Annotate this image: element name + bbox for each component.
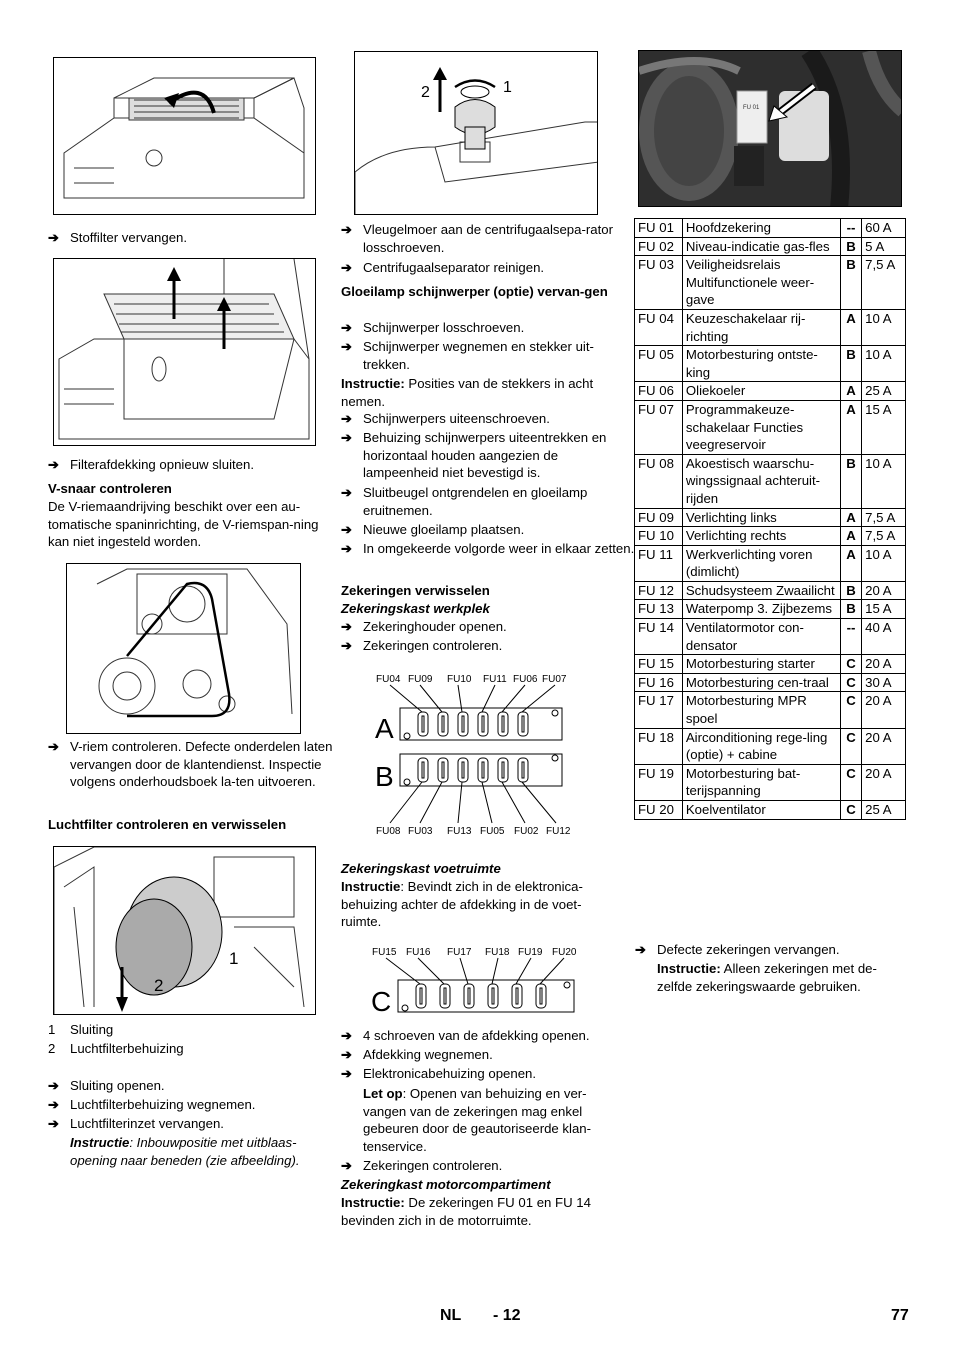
arrow-right-icon: ➔ (48, 457, 60, 472)
fuse-description: Koelventilator (682, 801, 840, 820)
arrow-right-icon: ➔ (48, 1078, 60, 1093)
fuse-code: FU 18 (635, 728, 683, 764)
fuse-rating: 20 A (862, 581, 906, 600)
fuse-row (635, 346, 906, 382)
fuse-group: B (840, 600, 861, 619)
fuse-row (635, 673, 906, 692)
fuse-group: B (840, 454, 861, 508)
fuse-group: A (840, 527, 861, 546)
fuse-rating: 7,5 A (862, 508, 906, 527)
fuse-box-ab-diagram (370, 668, 570, 840)
fuse-label: FU15 (372, 947, 397, 958)
fuse-code: FU 13 (635, 600, 683, 619)
fuse-label: FU19 (518, 947, 543, 958)
fuse-row (635, 692, 906, 728)
arrow-right-icon: ➔ (48, 230, 60, 245)
vsnaar-paragraph: De V-riemaandrijving beschikt over een au-tomatische spaninrichting, de V-riemspan-ning kan niet ingesteld worden. (48, 499, 319, 550)
instruction-note: Instructie: Alleen zekeringen met de-zelfde zekeringswaarde gebruiken. (657, 961, 877, 994)
arrow-right-icon: ➔ (341, 1028, 353, 1043)
fuse-description: Waterpomp 3. Zijbezems (682, 600, 840, 619)
arrow-right-icon: ➔ (341, 411, 353, 426)
step-replace-insert: ➔ Luchtfilterinzet vervangen. (48, 1116, 224, 1131)
fuse-rating: 25 A (862, 801, 906, 820)
fuse-description: Keuzeschakelaar rij-richting (682, 309, 840, 345)
fuse-description: Motorbesturing cen-traal (682, 673, 840, 692)
fuse-rating: 20 A (862, 655, 906, 674)
fuse-description: Oliekoeler (682, 382, 840, 401)
fuse-rating: 25 A (862, 382, 906, 401)
fuse-description: Motorbesturing bat-terijspanning (682, 764, 840, 800)
fuse-code: FU 14 (635, 619, 683, 655)
arrow-right-icon: ➔ (341, 339, 353, 354)
fuse-label: FU18 (485, 947, 510, 958)
fuse-code: FU 05 (635, 346, 683, 382)
filter-cover-figure (53, 258, 316, 446)
step-clean-separator: ➔ Centrifugaalseparator reinigen. (341, 260, 545, 275)
fuse-rating: 10 A (862, 346, 906, 382)
fuse-description: Werkverlichting voren (dimlicht) (682, 545, 840, 581)
fuse-label: FU20 (552, 947, 577, 958)
arrow-right-icon: ➔ (341, 638, 353, 653)
fuse-label: FU17 (447, 947, 472, 958)
fuse-group: -- (840, 619, 861, 655)
fuse-code: FU 06 (635, 382, 683, 401)
fuse-code: FU 17 (635, 692, 683, 728)
fuse-label-text: FU 01 (743, 105, 760, 111)
legend-item: 2 (48, 1041, 56, 1056)
fuse-code: FU 16 (635, 673, 683, 692)
fuse-code: FU 04 (635, 309, 683, 345)
fuse-group: A (840, 400, 861, 454)
fuse-description: Verlichting rechts (682, 527, 840, 546)
fuse-rating: 5 A (862, 237, 906, 256)
fuse-rating: 7,5 A (862, 256, 906, 310)
fuse-row (635, 527, 906, 546)
fuse-label: FU06 (513, 674, 538, 685)
fuse-code: FU 20 (635, 801, 683, 820)
step-check-fuses: ➔ Zekeringen controleren. (341, 638, 503, 653)
fuse-group: -- (840, 219, 861, 238)
fuse-row (635, 801, 906, 820)
step-close-filter-cover: ➔ Filterafdekking opnieuw sluiten. (48, 457, 254, 472)
fuse-group: C (840, 728, 861, 764)
fuse-description: Airconditioning rege-ling (optie) + cabine (682, 728, 840, 764)
fuse-box-c-diagram (368, 942, 578, 1018)
step-open-electronics-housing: ➔ Elektronicabehuizing openen. (341, 1066, 537, 1081)
arrow-right-icon: ➔ (48, 1097, 60, 1112)
fuse-row (635, 508, 906, 527)
instruction-note: Instructie: Bevindt zich in de elektronica-behuizing achter de afdekking in de voet-ruimte. (341, 879, 583, 930)
fuse-row (635, 382, 906, 401)
fuse-group: B (840, 237, 861, 256)
step-open-closure: ➔ Sluiting openen. (48, 1078, 165, 1093)
legend-text: Luchtfilterbehuizing (70, 1041, 184, 1056)
arrow-right-icon: ➔ (341, 430, 353, 445)
heading-zekeringen: Zekeringen verwisselen (341, 583, 490, 598)
step-replace-dust-filter: ➔ Stoffilter vervangen. (48, 230, 188, 245)
fuse-table (634, 218, 906, 820)
fuse-group: C (840, 801, 861, 820)
fuse-rating: 20 A (862, 728, 906, 764)
fuse-row (635, 581, 906, 600)
arrow-right-icon: ➔ (341, 260, 353, 275)
legend-item: 1 (48, 1022, 56, 1037)
step-remove-housing: ➔ Luchtfilterbehuizing wegnemen. (48, 1097, 256, 1112)
fuse-group: B (840, 256, 861, 310)
step-reassemble: ➔ In omgekeerde volgorde weer in elkaar zetten. (341, 541, 635, 556)
arrow-right-icon: ➔ (341, 541, 353, 556)
figure-label-1: 1 (229, 949, 239, 968)
fuse-row (635, 619, 906, 655)
engine-fuse-photo-illustration (639, 51, 902, 207)
fuse-rating: 7,5 A (862, 527, 906, 546)
step-unscrew-headlight: ➔ Schijnwerper losschroeven. (341, 320, 525, 335)
fuse-rating: 60 A (862, 219, 906, 238)
step-insert-new-bulb: ➔ Nieuwe gloeilamp plaatsen. (341, 522, 525, 537)
fuse-code: FU 10 (635, 527, 683, 546)
fuse-rating: 20 A (862, 764, 906, 800)
fuse-row (635, 400, 906, 454)
fuse-row (635, 728, 906, 764)
fuse-code: FU 02 (635, 237, 683, 256)
fuse-group: A (840, 309, 861, 345)
fuse-label: FU03 (408, 826, 433, 837)
fuse-row (635, 454, 906, 508)
fuse-rating: 40 A (862, 619, 906, 655)
fuse-code: FU 12 (635, 581, 683, 600)
step-check-fuses-2: ➔ Zekeringen controleren. (341, 1158, 503, 1173)
fuse-group: B (840, 581, 861, 600)
fuse-row (635, 237, 906, 256)
fuse-group: C (840, 764, 861, 800)
fuse-row (635, 256, 906, 310)
fuse-code: FU 03 (635, 256, 683, 310)
fuse-code: FU 07 (635, 400, 683, 454)
instruction-note: Instructie: Inbouwpositie met uitblaas-opening naar beneden (zie afbeelding). (70, 1135, 300, 1168)
fuse-description: Niveau-indicatie gas-fles (682, 237, 840, 256)
arrow-right-icon: ➔ (48, 1116, 60, 1131)
figure-label-2: 2 (154, 976, 164, 995)
footer-subpage: - 12 (493, 1307, 521, 1324)
step-pull-apart-housing: ➔ Behuizing schijnwerpers uiteentrekken en horizontaal houden aangezien de lampeenheid niet bevestigd is. (341, 430, 607, 481)
subheading-werkplek: Zekeringskast werkplek (341, 601, 490, 616)
step-loosen-wing-nut: ➔ Vleugelmoer aan de centrifugaalsepa-rator losschroeven. (341, 222, 613, 255)
fuse-row (635, 309, 906, 345)
figure-label-1: 1 (503, 79, 512, 96)
fuse-code: FU 08 (635, 454, 683, 508)
step-replace-defective-fuses: ➔ Defecte zekeringen vervangen. (635, 942, 840, 957)
step-check-v-belt: ➔ V-riem controleren. Defecte onderdelen laten vervangen door de klantendienst. Inspectie volgens onderhoudsboek la-ten uitvoeren. (48, 739, 333, 790)
arrow-right-icon: ➔ (341, 522, 353, 537)
instruction-note: Instructie: Posities van de stekkers in acht nemen. (341, 376, 594, 409)
fuse-label: FU11 (483, 674, 507, 685)
fuse-code: FU 09 (635, 508, 683, 527)
fuse-group: C (840, 673, 861, 692)
arrow-right-icon: ➔ (341, 320, 353, 335)
figure-label-2: 2 (421, 84, 430, 101)
fuse-description: Hoofdzekering (682, 219, 840, 238)
fuse-label: FU09 (408, 674, 433, 685)
arrow-right-icon: ➔ (341, 1047, 353, 1062)
fuse-group: B (840, 346, 861, 382)
fuse-description: Verlichting links (682, 508, 840, 527)
air-filter-illustration (54, 847, 316, 1015)
fuse-label: FU04 (376, 674, 401, 685)
step-open-screws: ➔ 4 schroeven van de afdekking openen. (341, 1028, 590, 1043)
fuse-group: C (840, 692, 861, 728)
step-unscrew-headlights: ➔ Schijnwerpers uiteenschroeven. (341, 411, 550, 426)
fuse-rating: 15 A (862, 600, 906, 619)
fuse-rating: 10 A (862, 309, 906, 345)
cyclone-separator-figure (354, 51, 598, 215)
fuse-description: Motorbesturing ontste-king (682, 346, 840, 382)
fuse-code: FU 01 (635, 219, 683, 238)
fuse-description: Motorbesturing MPR spoel (682, 692, 840, 728)
step-remove-headlight: ➔ Schijnwerper wegnemen en stekker uit-trekken. (341, 339, 594, 372)
fuse-label: FU10 (447, 674, 472, 685)
fuse-description: Akoestisch waarschu-wingssignaal achteruit-rijden (682, 454, 840, 508)
v-belt-figure (66, 563, 301, 734)
arrow-right-icon: ➔ (48, 739, 60, 754)
fuse-group: A (840, 382, 861, 401)
fuse-group: C (840, 655, 861, 674)
fuse-code: FU 11 (635, 545, 683, 581)
arrow-right-icon: ➔ (341, 619, 353, 634)
step-unlock-bracket: ➔ Sluitbeugel ontgrendelen en gloeilamp eruitnemen. (341, 485, 588, 518)
arrow-right-icon: ➔ (635, 942, 647, 957)
warning-note: Let op: Openen van behuizing en ver-vangen van de zekeringen mag enkel gebeuren door de geautoriseerde klan-tenservice. (363, 1086, 592, 1154)
fuse-row (635, 545, 906, 581)
heading-vsnaar: V-snaar controleren (48, 481, 172, 496)
fuse-row (635, 655, 906, 674)
fuse-rating: 15 A (862, 400, 906, 454)
fuse-row (635, 219, 906, 238)
filter-cover-illustration (54, 259, 316, 446)
arrow-right-icon: ➔ (341, 222, 353, 237)
subheading-motorcompartiment: Zekeringkast motorcompartiment (341, 1177, 551, 1192)
arrow-right-icon: ➔ (341, 485, 353, 500)
fuse-description: Veiligheidsrelais Multifunctionele weer-gave (682, 256, 840, 310)
step-open-fuse-holder: ➔ Zekeringhouder openen. (341, 619, 507, 634)
step-remove-cover: ➔ Afdekking wegnemen. (341, 1047, 493, 1062)
cyclone-separator-illustration (355, 52, 598, 215)
footer-page-number: 77 (891, 1307, 909, 1324)
engine-fuse-photo (638, 50, 902, 207)
instruction-note: Instructie: De zekeringen FU 01 en FU 14 bevinden zich in de motorruimte. (341, 1195, 591, 1228)
fuse-rating: 10 A (862, 545, 906, 581)
dust-filter-figure (53, 57, 316, 215)
fuse-rating: 20 A (862, 692, 906, 728)
fuse-description: Programmakeuze-schakelaar Functies veegreservoir (682, 400, 840, 454)
fuse-label: FU12 (546, 826, 570, 837)
heading-gloeilamp: Gloeilamp schijnwerper (optie) vervan-gen (341, 284, 608, 299)
fuse-description: Ventilatormotor con-densator (682, 619, 840, 655)
subheading-voetruimte: Zekeringskast voetruimte (341, 861, 501, 876)
legend-text: Sluiting (70, 1022, 114, 1037)
fuse-description: Motorbesturing starter (682, 655, 840, 674)
fuse-label: FU16 (406, 947, 431, 958)
fuse-code: FU 15 (635, 655, 683, 674)
fuse-rating: 30 A (862, 673, 906, 692)
footer-language: NL (440, 1307, 462, 1324)
fuse-group: A (840, 508, 861, 527)
fuse-label: FU05 (480, 826, 505, 837)
v-belt-illustration (67, 564, 301, 734)
arrow-right-icon: ➔ (341, 1066, 353, 1081)
fuse-row (635, 764, 906, 800)
fuse-description: Schudsysteem Zwaailicht (682, 581, 840, 600)
row-label-c: C (371, 986, 392, 1017)
fuse-label: FU07 (542, 674, 567, 685)
air-filter-figure (53, 846, 316, 1015)
row-label-b: B (375, 761, 394, 792)
arrow-right-icon: ➔ (341, 1158, 353, 1173)
fuse-label: FU13 (447, 826, 472, 837)
fuse-label: FU02 (514, 826, 539, 837)
row-label-a: A (375, 713, 394, 744)
dust-filter-illustration (54, 58, 316, 215)
fuse-label: FU08 (376, 826, 401, 837)
fuse-group: A (840, 545, 861, 581)
fuse-row (635, 600, 906, 619)
fuse-code: FU 19 (635, 764, 683, 800)
fuse-rating: 10 A (862, 454, 906, 508)
heading-luchtfilter: Luchtfilter controleren en verwisselen (48, 817, 287, 832)
